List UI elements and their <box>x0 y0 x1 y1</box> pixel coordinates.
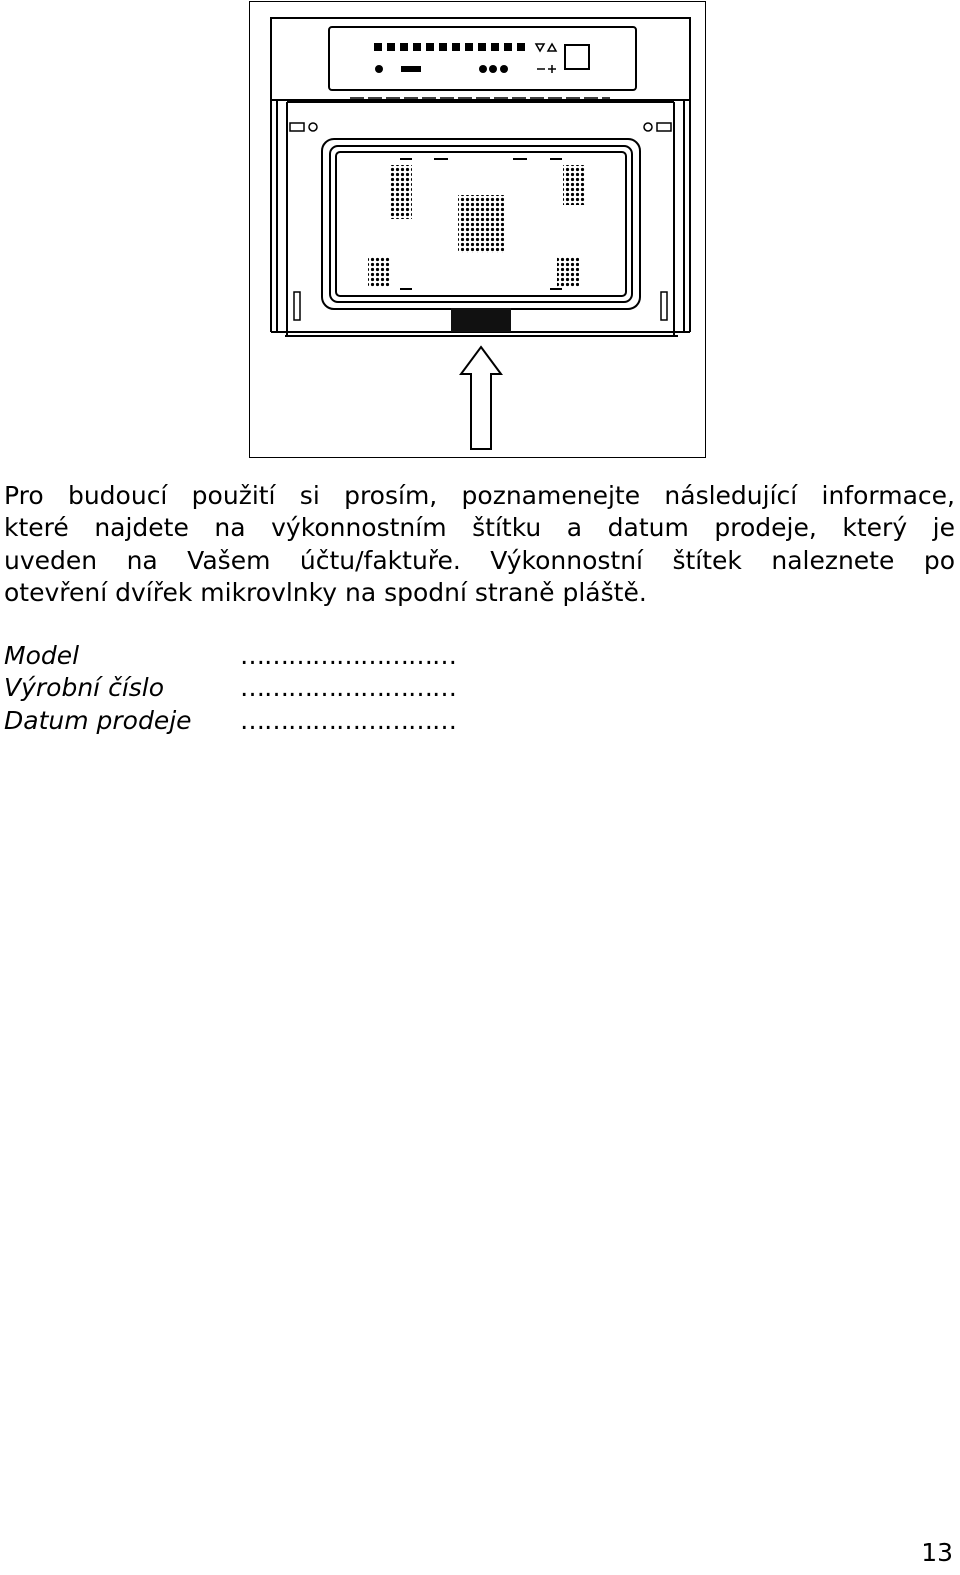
control-buttons-row <box>374 43 525 51</box>
instruction-paragraph <box>4 480 955 609</box>
paragraph-line: uveden na Vašem účtu/faktuře. Výkonnostní štítek naleznete po <box>4 545 955 575</box>
microwave-diagram-figure <box>249 1 706 458</box>
rating-label-location <box>451 308 511 332</box>
field-label: Výrobní číslo <box>4 673 165 703</box>
paragraph-line: otevření dvířek mikrovlnky na spodní straně pláště. <box>4 577 647 607</box>
field-blank: ……………………… <box>240 673 456 703</box>
page-number: 13 <box>921 1538 953 1567</box>
paragraph-line: Pro budoucí použití si prosím, poznamenejte následující informace, <box>4 481 955 510</box>
field-blank: ……………………… <box>240 705 456 735</box>
field-label: Datum prodeje <box>4 705 192 735</box>
display-window <box>565 45 589 69</box>
microwave-diagram <box>250 2 707 459</box>
field-blank: ……………………… <box>240 641 456 670</box>
arrow-up-icon <box>461 347 501 449</box>
paragraph-line: které najdete na výkonnostním štítku a datum prodeje, který je <box>4 513 955 543</box>
control-panel-housing <box>271 18 690 100</box>
field-label: Model <box>4 641 80 670</box>
